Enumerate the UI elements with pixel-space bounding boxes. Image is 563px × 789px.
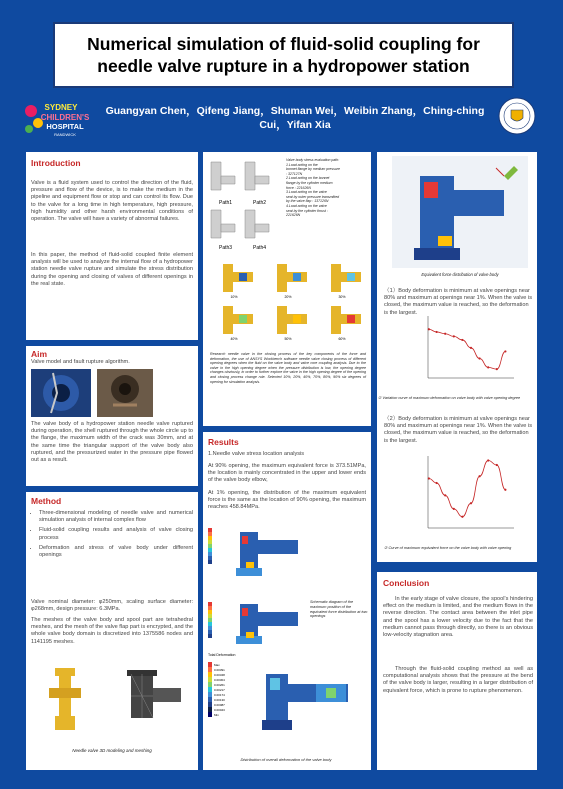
- valve-stress-spot: [347, 315, 355, 323]
- deformation-series-point: [504, 350, 506, 352]
- method-bullet-1: • Three-dimensional modeling of needle valve and numerical simulation analysis of internal complex flow: [39, 510, 193, 524]
- legend-swatch: [208, 702, 212, 707]
- introduction-heading: Introduction: [31, 158, 81, 168]
- deformation-series-point: [453, 335, 455, 337]
- authors-line-2: Cui，Yifan Xia: [259, 119, 331, 131]
- valve-path-diagram: [205, 156, 285, 252]
- path-legend: [286, 158, 368, 218]
- stress-side-caption: Schematic diagram of the maximum position of the equivalent force distribution at two openings: [310, 600, 368, 619]
- method-bullet-3: • Deformation and stress of valve body under different openings: [39, 545, 193, 559]
- deformation-series-point: [487, 366, 489, 368]
- valve-stress-spot: [239, 273, 247, 281]
- legend-swatch: [208, 528, 212, 532]
- right-paragraph-1: （1）Body deformation is minimum at valve openings near 80% and maximum at openings near 1%. When the valve is closed, the maximum value is reached, so the deformation is the largest.: [384, 288, 533, 316]
- aim-paragraph: The valve body of a hydropower station needle valve ruptured during operation, the shell ruptured through the whole circle up to the flange, the maximum width of the crack was 30mm, and at the same time the triangular support of the valve body also ruptured, and the pressurized water in the pressure pipe flowed out as a result.: [31, 421, 193, 464]
- legend-swatch: [208, 667, 212, 672]
- force-series-point: [504, 489, 506, 491]
- equivalent-force-figure: [392, 156, 528, 268]
- legend-label: 0.00174: [214, 693, 225, 697]
- legend-label: 0.00087: [214, 703, 225, 707]
- legend-label: 0.00304: [214, 678, 225, 682]
- legend-swatch: [208, 532, 212, 536]
- legend-line: force : 221626N: [286, 185, 311, 190]
- legend-label: 0.00130: [214, 698, 225, 702]
- legend-line: seat by the cylinder thrust :: [286, 208, 328, 213]
- legend-line: Valve body stress evaluation path:: [286, 158, 340, 162]
- legend-label: Min: [214, 713, 219, 717]
- chart-2-svg: [418, 452, 518, 538]
- conclusion-paragraph-1: In the early stage of valve closure, the spool's hindering effect on the medium is limited, and the medium flows in the reverse direction. The contact area between the inlet pipe and the spool has a lower velocity due to the fact that the medium cannot pass through directly, so there is an obvious low-velocity stagnation area.: [383, 596, 533, 639]
- legend-label: 0.00348: [214, 673, 225, 677]
- legend-swatch: [208, 687, 212, 692]
- valve-render: [223, 264, 233, 292]
- valve-render: [331, 264, 341, 292]
- deformation-series-point: [496, 368, 498, 370]
- legend-label: 0.00391: [214, 668, 225, 672]
- force-curve-chart: [418, 452, 518, 538]
- rupture-photos: [31, 369, 193, 417]
- method-heading: Method: [31, 496, 62, 506]
- legend-swatch: [208, 677, 212, 682]
- method-bullet-list: [31, 510, 193, 562]
- legend-label: 0.00217: [214, 688, 225, 692]
- valve-render: [331, 306, 341, 334]
- conclusion-heading: Conclusion: [383, 578, 430, 588]
- legend-label: 0.00261: [214, 683, 225, 687]
- opening-study-caption: Research needle valve in the closing process of the key components of the force and deformation, the use of ANSYS Workbench software needle valve closing process of different opening degrees when the fluid on the valve body and valve core coupling analysis. Due to the valve in the high opening degree when the pressure distribution is low, the opening degree changes obviously, in order to further explore the valve in the high opening degree of the opening and closing process change rule. Selected 10%, 20%, 40%, 70%, 80%, 90% six degrees of opening for simulation analysis.: [210, 352, 366, 384]
- deformation-series-point: [428, 328, 430, 330]
- legend-swatch: [208, 556, 212, 560]
- legend-swatch: [208, 682, 212, 687]
- path-label-4: Path4: [253, 245, 267, 251]
- legend-swatch: [208, 707, 212, 712]
- opening-stress-grid: [207, 258, 369, 342]
- legend-line: 221626N: [286, 213, 301, 218]
- force-curve-caption: ② Curve of maximum equivalent force on the valve body with valve opening: [384, 546, 512, 550]
- deformation-series-point: [436, 331, 438, 333]
- aim-heading: Aim: [31, 349, 48, 359]
- opening-label-6: 60%: [338, 337, 346, 341]
- force-series-point: [444, 494, 446, 496]
- introduction-paragraph-2: In this paper, the method of fluid-solid coupled finite element analysis will be used to analyze the internal flow of a hydropower station needle valve rupture and simulate the stress distribution during the opening and closing of valves of different openings in the real state.: [31, 252, 193, 287]
- legend-line: 4.Load acting on the valve: [286, 203, 327, 208]
- legend-swatch: [208, 712, 212, 717]
- equivalent-force-caption: Equivalent force distribution of valve body: [421, 272, 499, 277]
- results-subheading: 1.Needle valve stress location analysis: [208, 451, 305, 457]
- deformation-curve-chart: [418, 312, 518, 388]
- title-line-1: Numerical simulation of fluid-solid coupling for: [87, 34, 480, 54]
- legend-line: 1.Load acting on the: [286, 162, 318, 167]
- legend-swatch: [208, 548, 212, 552]
- force-series-point: [470, 502, 472, 504]
- method-paragraph-1: Valve nominal diameter: φ250mm, scaling surface diameter: φ268mm, design pressure: 6.3MPa.: [31, 599, 193, 613]
- force-series-point: [487, 459, 489, 461]
- chart-1-svg: [418, 312, 518, 388]
- legend-swatch: [208, 630, 212, 634]
- conclusion-paragraph-2: Through the fluid-solid coupling method as well as computational analysis shows that the pressure at the bend of the valve body is larger, resulting in a larger distribution of equivalent force, which is prone to rupture phenomenon.: [383, 666, 533, 694]
- valve-3d-model-figure: [31, 662, 193, 737]
- valve-render: [223, 306, 233, 334]
- results-paragraph-1: At 90% opening, the maximum equivalent force is 373.51MPa, the location is mainly concentrated in the upper and lower ends of the valve body elbow,: [208, 463, 366, 484]
- legend-line: : 327127N: [286, 171, 303, 176]
- valve-render: [277, 306, 287, 334]
- deformation-series-point: [444, 333, 446, 335]
- logo-text-1: SYDNEY: [44, 103, 78, 112]
- deformation-curve-caption: ① Variation curve of maximum deformation on valve body with valve opening degree: [378, 396, 521, 400]
- author-list: [100, 104, 490, 132]
- legend-swatch: [208, 610, 212, 614]
- path-label-3: Path3: [219, 245, 233, 251]
- legend-swatch: [208, 614, 212, 618]
- legend-line: bonnet flange by medium pressure: [286, 167, 340, 172]
- legend-swatch: [208, 622, 212, 626]
- introduction-paragraph-1: Valve is a fluid system used to control the direction of the fluid, pressure and flow of the device, is to make the medium in the pipeline and equipment flow or stop and can control its flow. Due to the valve for a long time in high temperature, high pressure, high humidity and other harsh environmental conditions of operation. The valve will have a variety of abnormal failures.: [31, 180, 193, 223]
- stress-90-figure: [206, 518, 306, 588]
- aim-subtitle: Valve model and fault rupture algorithm.: [31, 359, 130, 365]
- legend-swatch: [208, 672, 212, 677]
- legend-swatch: [208, 692, 212, 697]
- deformation-figure: [206, 648, 366, 748]
- legend-swatch: [208, 634, 212, 638]
- valve-stress-spot: [293, 273, 301, 281]
- legend-swatch: [208, 606, 212, 610]
- force-series-point: [479, 475, 481, 477]
- force-series-point: [496, 464, 498, 466]
- legend-swatch: [208, 626, 212, 630]
- chart-bg: [418, 452, 518, 538]
- valve-render: [277, 264, 287, 292]
- deformation-series-point: [470, 347, 472, 349]
- chart-bg: [418, 312, 518, 388]
- valve-stress-spot: [239, 315, 247, 323]
- legend-line: by the valve flap : 137126N: [286, 199, 329, 204]
- results-heading: Results: [208, 437, 239, 447]
- method-paragraph-2: The meshes of the valve body and spool part are tetrahedral meshes, and the mesh of the valve flap part is encrypted, and the whole valve body domain is discretized into 1375586 nodes and 1141195 meshes.: [31, 617, 194, 645]
- logo-text-3: HOSPITAL: [46, 122, 84, 131]
- authors-line-1: Guangyan Chen，Qifeng Jiang，Shuman Wei，Weibin Zhang，Ching-ching: [105, 105, 485, 117]
- title-line-2: needle valve rupture in a hydropower station: [97, 56, 470, 76]
- opening-label-1: 10%: [230, 295, 238, 299]
- legend-swatch: [208, 662, 212, 667]
- opening-label-2: 20%: [284, 295, 292, 299]
- legend-label: Max: [214, 663, 220, 667]
- opening-label-4: 40%: [230, 337, 238, 341]
- logo-text-4: RANDWICK: [54, 132, 76, 137]
- legend-swatch: [208, 560, 212, 564]
- university-seal-icon: [498, 97, 536, 135]
- legend-swatch: [208, 697, 212, 702]
- legend-line: seat by outer pressure transmitted: [286, 194, 340, 199]
- valve-stress-spot: [347, 273, 355, 281]
- path-label-2: Path2: [253, 200, 267, 206]
- fe-title: Total Deformation: [208, 653, 236, 657]
- legend-swatch: [208, 552, 212, 556]
- logo-text-2: CHILDREN'S: [40, 113, 90, 122]
- legend-line: flange by the cylinder medium: [286, 180, 333, 185]
- legend-swatch: [208, 536, 212, 540]
- poster-title: [87, 33, 480, 77]
- method-figure-caption: Needle valve 3D modeling and meshing: [72, 748, 152, 753]
- legend-swatch: [208, 544, 212, 548]
- method-bullet-2: • Fluid-solid coupling results and analysis of valve closing process: [39, 527, 193, 541]
- opening-label-3: 30%: [338, 295, 346, 299]
- deformation-caption: Distribution of overall deformation of the valve body: [240, 757, 332, 762]
- right-paragraph-2: （2）Body deformation is minimum at valve openings near 80% and maximum at openings near 1%. When the valve is closed, the maximum value is reached, so the deformation is the largest.: [384, 416, 533, 444]
- deformation-series-point: [461, 339, 463, 341]
- legend-line: 3.Load acting on the valve: [286, 190, 327, 195]
- deformation-series-point: [479, 357, 481, 359]
- hospital-logo: [23, 101, 95, 141]
- legend-line: 2.Load acting on the bonnet: [286, 176, 330, 181]
- force-series-point: [453, 508, 455, 510]
- legend-swatch: [208, 602, 212, 606]
- stress-1-figure: [206, 594, 306, 654]
- poster-title-box: [53, 22, 514, 88]
- force-series-point: [436, 482, 438, 484]
- results-paragraph-2: At 1% opening, the distribution of the maximum equivalent force is the same as the location of 90% opening, the maximum reaches 458.84MPa.: [208, 490, 366, 511]
- force-series-point: [428, 477, 430, 479]
- force-series-point: [461, 516, 463, 518]
- valve-stress-spot: [293, 315, 301, 323]
- legend-swatch: [208, 618, 212, 622]
- path-label-1: Path1: [219, 200, 233, 206]
- legend-swatch: [208, 540, 212, 544]
- legend-label: 0.00043: [214, 708, 225, 712]
- opening-label-5: 50%: [284, 337, 292, 341]
